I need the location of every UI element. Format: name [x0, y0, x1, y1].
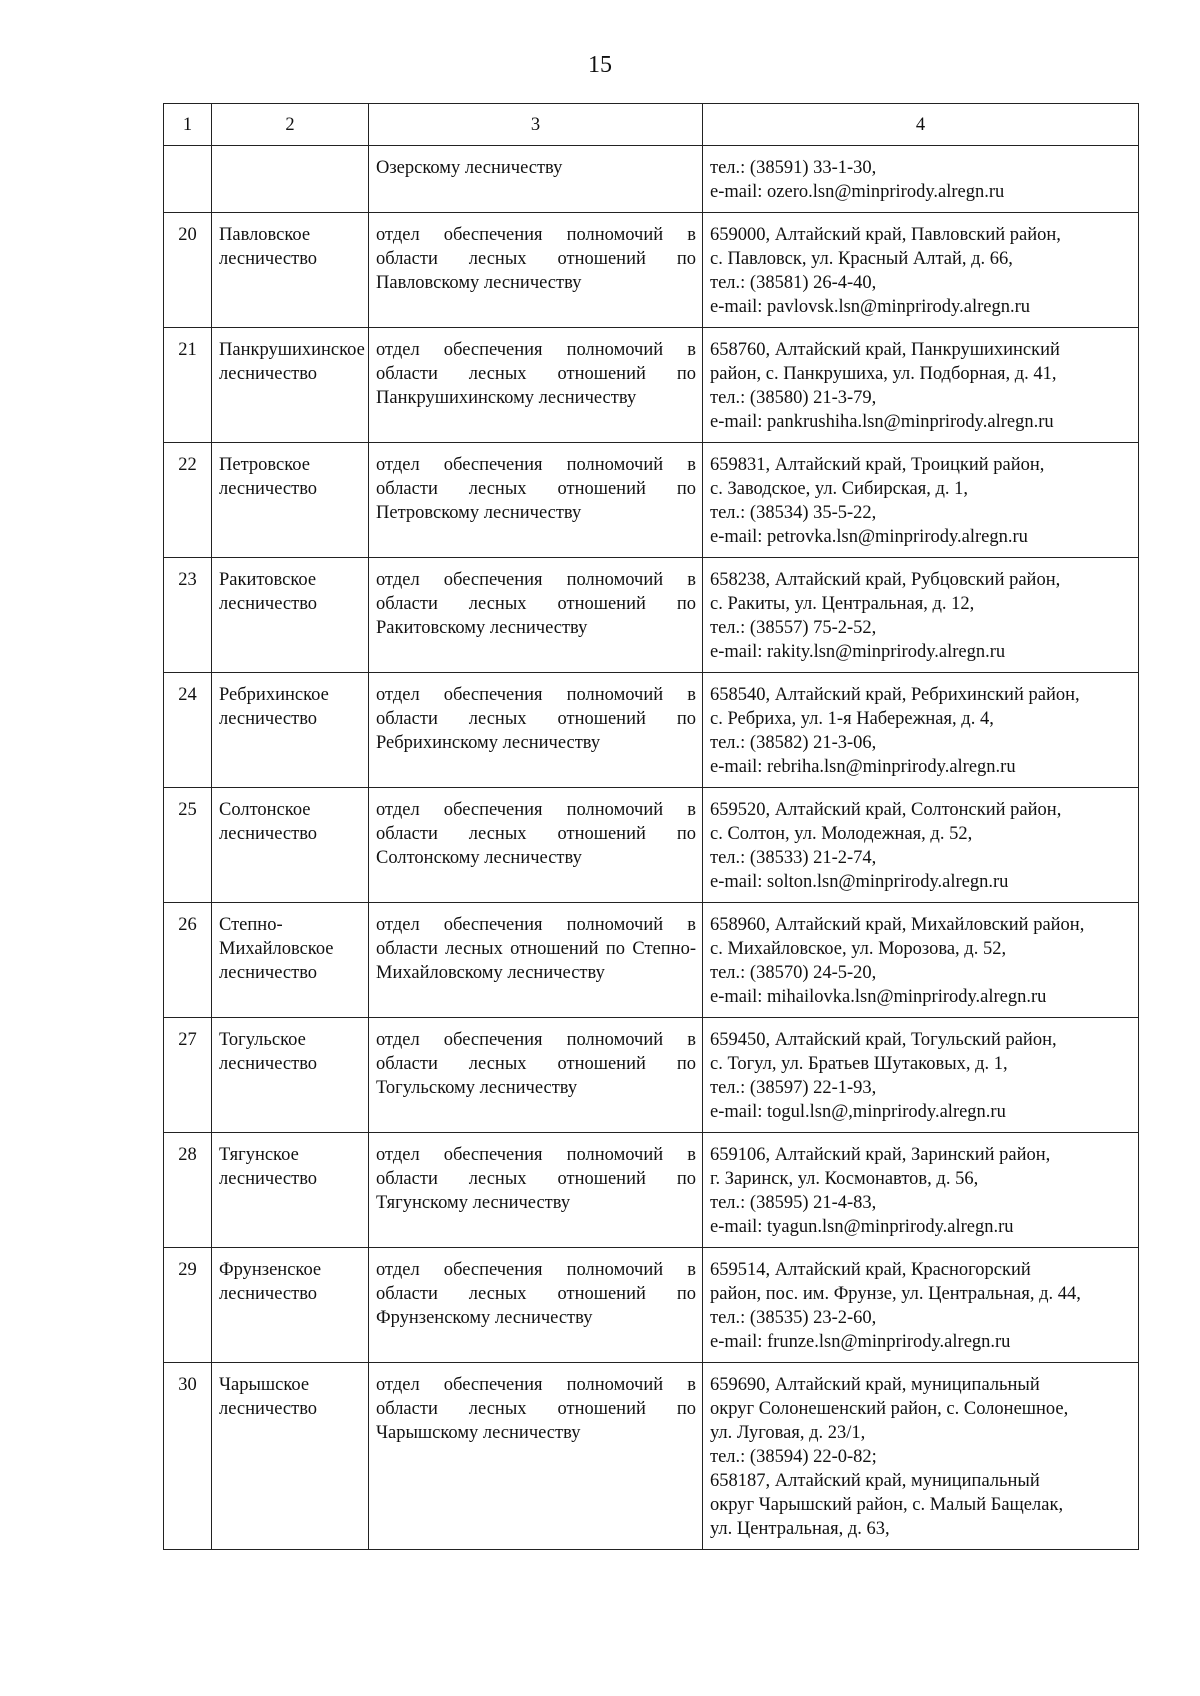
table-row [164, 558, 1139, 673]
contact-address [703, 1248, 1139, 1363]
table-row [164, 1363, 1139, 1550]
address-line: округ Солонешенский район, с. Солонешное, [710, 1399, 1069, 1419]
address-line: e-mail: tyagun.lsn@minprirody.alregn.ru [710, 1217, 1014, 1237]
row-number: 30 [164, 1363, 212, 1550]
address-line: тел.: (38597) 22-1-93, [710, 1078, 877, 1098]
forestry-name: Фрунзенское лесничество [212, 1248, 369, 1363]
address-line: тел.: (38580) 21-3-79, [710, 388, 877, 408]
address-line: район, пос. им. Фрунзе, ул. Центральная, д. 44, [710, 1284, 1081, 1304]
address-line: e-mail: petrovka.lsn@minprirody.alregn.ru [710, 527, 1028, 547]
responsible-unit: отдел обеспечения полномочий в области лесных отношений по Панкрушихинскому лесничеству [369, 328, 703, 443]
responsible-unit: отдел обеспечения полномочий в области лесных отношений по Тогульскому лесничеству [369, 1018, 703, 1133]
row-number: 26 [164, 903, 212, 1018]
address-line: e-mail: rebriha.lsn@minprirody.alregn.ru [710, 757, 1016, 777]
contact-address [703, 788, 1139, 903]
address-line: с. Солтон, ул. Молодежная, д. 52, [710, 824, 973, 844]
column-header-address: 4 [703, 104, 1139, 146]
address-line: тел.: (38535) 23-2-60, [710, 1308, 877, 1328]
table-row [164, 788, 1139, 903]
address-line: округ Чарышский район, с. Малый Бащелак, [710, 1495, 1064, 1515]
responsible-unit: отдел обеспечения полномочий в области лесных отношений по Тягунскому лесничеству [369, 1133, 703, 1248]
address-line: 659690, Алтайский край, муниципальный [710, 1375, 1040, 1395]
row-number: 23 [164, 558, 212, 673]
forestry-name: Павловское лесничество [212, 213, 369, 328]
responsible-unit: отдел обеспечения полномочий в области лесных отношений по Солтонскому лесничеству [369, 788, 703, 903]
address-line: с. Михайловское, ул. Морозова, д. 52, [710, 939, 1007, 959]
address-line: тел.: (38595) 21-4-83, [710, 1193, 877, 1213]
address-line: 659514, Алтайский край, Красногорский [710, 1260, 1031, 1280]
table-row [164, 1133, 1139, 1248]
table-row [164, 443, 1139, 558]
table-row [164, 328, 1139, 443]
row-number: 20 [164, 213, 212, 328]
page-number: 15 [588, 52, 612, 78]
address-line: 659000, Алтайский край, Павловский район, [710, 225, 1061, 245]
contact-address [703, 328, 1139, 443]
table-row [164, 1018, 1139, 1133]
address-line: 659106, Алтайский край, Заринский район, [710, 1145, 1051, 1165]
address-line: 658960, Алтайский край, Михайловский район, [710, 915, 1085, 935]
forestry-name: Панкрушихинское лесничество [212, 328, 369, 443]
forestry-name: Чарышское лесничество [212, 1363, 369, 1550]
address-line: 658540, Алтайский край, Ребрихинский район, [710, 685, 1080, 705]
column-header-unit: 3 [369, 104, 703, 146]
table-row [164, 146, 1139, 213]
responsible-unit: отдел обеспечения полномочий в области лесных отношений по Петровскому лесничеству [369, 443, 703, 558]
address-line: район, с. Панкрушиха, ул. Подборная, д. 41, [710, 364, 1057, 384]
row-number: 27 [164, 1018, 212, 1133]
address-line: 658238, Алтайский край, Рубцовский район, [710, 570, 1061, 590]
forestry-name: Ракитовское лесничество [212, 558, 369, 673]
row-number: 28 [164, 1133, 212, 1248]
table-row [164, 1248, 1139, 1363]
address-line: 659520, Алтайский край, Солтонский район, [710, 800, 1062, 820]
column-header-forestry: 2 [212, 104, 369, 146]
table-header-row [164, 104, 1139, 146]
address-line: e-mail: ozero.lsn@minprirody.alregn.ru [710, 182, 1005, 202]
forestry-name: Тягунское лесничество [212, 1133, 369, 1248]
address-line: тел.: (38594) 22-0-82; [710, 1447, 877, 1467]
address-line: ул. Луговая, д. 23/1, [710, 1423, 866, 1443]
address-line: с. Ракиты, ул. Центральная, д. 12, [710, 594, 975, 614]
address-line: e-mail: togul.lsn@,minprirody.alregn.ru [710, 1102, 1006, 1122]
address-line: 659450, Алтайский край, Тогульский район, [710, 1030, 1057, 1050]
contact-address [703, 558, 1139, 673]
address-line: e-mail: rakity.lsn@minprirody.alregn.ru [710, 642, 1006, 662]
responsible-unit: отдел обеспечения полномочий в области лесных отношений по Фрунзенскому лесничеству [369, 1248, 703, 1363]
address-line: тел.: (38582) 21-3-06, [710, 733, 877, 753]
address-line: 659831, Алтайский край, Троицкий район, [710, 455, 1045, 475]
address-line: тел.: (38533) 21-2-74, [710, 848, 877, 868]
table-row [164, 213, 1139, 328]
responsible-unit: отдел обеспечения полномочий в области лесных отношений по Ракитовскому лесничеству [369, 558, 703, 673]
contact-address [703, 1018, 1139, 1133]
address-line: 658760, Алтайский край, Панкрушихинский [710, 340, 1060, 360]
forestry-registry-table [163, 103, 1139, 1550]
contact-address [703, 443, 1139, 558]
address-line: тел.: (38534) 35-5-22, [710, 503, 877, 523]
forestry-name: Петровское лесничество [212, 443, 369, 558]
forestry-name: Ребрихинское лесничество [212, 673, 369, 788]
contact-address [703, 673, 1139, 788]
address-line: с. Заводское, ул. Сибирская, д. 1, [710, 479, 969, 499]
contact-address [703, 1133, 1139, 1248]
address-line: тел.: (38557) 75-2-52, [710, 618, 877, 638]
address-line: г. Заринск, ул. Космонавтов, д. 56, [710, 1169, 979, 1189]
row-number: 21 [164, 328, 212, 443]
table-body [164, 146, 1139, 1550]
table-row [164, 673, 1139, 788]
contact-address [703, 1363, 1139, 1550]
address-line: с. Павловск, ул. Красный Алтай, д. 66, [710, 249, 1013, 269]
address-line: e-mail: pavlovsk.lsn@minprirody.alregn.ru [710, 297, 1030, 317]
forestry-name: Солтонское лесничество [212, 788, 369, 903]
responsible-unit: отдел обеспечения полномочий в области лесных отношений по Ребрихинскому лесничеству [369, 673, 703, 788]
address-line: e-mail: solton.lsn@minprirody.alregn.ru [710, 872, 1009, 892]
address-line: с. Тогул, ул. Братьев Шутаковых, д. 1, [710, 1054, 1008, 1074]
forestry-name: Тогульское лесничество [212, 1018, 369, 1133]
address-line: тел.: (38581) 26-4-40, [710, 273, 877, 293]
row-number: 24 [164, 673, 212, 788]
row-number [164, 146, 212, 213]
address-line: тел.: (38570) 24-5-20, [710, 963, 877, 983]
row-number: 25 [164, 788, 212, 903]
responsible-unit: отдел обеспечения полномочий в области лесных отношений по Чарышскому лесничеству [369, 1363, 703, 1550]
address-line: e-mail: frunze.lsn@minprirody.alregn.ru [710, 1332, 1011, 1352]
address-line: e-mail: mihailovka.lsn@minprirody.alregn.ru [710, 987, 1047, 1007]
address-line: ул. Центральная, д. 63, [710, 1519, 890, 1539]
responsible-unit: Озерскому лесничеству [369, 146, 703, 213]
contact-address [703, 213, 1139, 328]
responsible-unit: отдел обеспечения полномочий в области лесных отношений по Павловскому лесничеству [369, 213, 703, 328]
row-number: 29 [164, 1248, 212, 1363]
contact-address [703, 903, 1139, 1018]
address-line: 658187, Алтайский край, муниципальный [710, 1471, 1040, 1491]
forestry-name: Степно-Михайловское лесничество [212, 903, 369, 1018]
row-number: 22 [164, 443, 212, 558]
forestry-name [212, 146, 369, 213]
column-header-number: 1 [164, 104, 212, 146]
responsible-unit: отдел обеспечения полномочий в области лесных отношений по Степно-Михайловскому лесничеству [369, 903, 703, 1018]
address-line: с. Ребриха, ул. 1-я Набережная, д. 4, [710, 709, 994, 729]
contact-address [703, 146, 1139, 213]
address-line: e-mail: pankrushiha.lsn@minprirody.alregn.ru [710, 412, 1054, 432]
address-line: тел.: (38591) 33-1-30, [710, 158, 877, 178]
table-row [164, 903, 1139, 1018]
